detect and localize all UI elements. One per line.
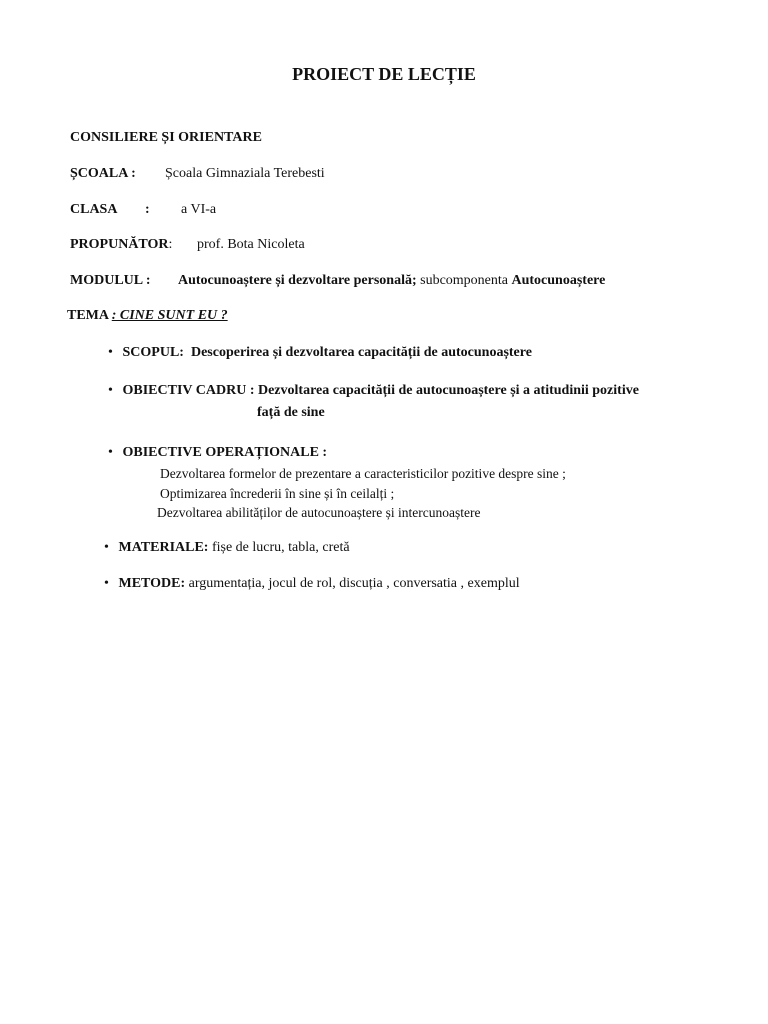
module-value-mid: subcomponenta [416, 273, 512, 288]
framework-objective-line2: față de sine [257, 405, 325, 420]
school-value: Școala Gimnaziala Terebesti [165, 166, 325, 181]
scope-item [108, 346, 532, 360]
module-value [178, 274, 605, 288]
scope-value: Descoperirea și dezvoltarea capacității de autocunoaștere [190, 345, 532, 360]
methods-item [104, 577, 520, 591]
framework-objective-label: OBIECTIV CADRU : [122, 383, 255, 398]
class-colon: : [145, 202, 150, 217]
operational-objectives-item [108, 446, 327, 460]
framework-objective-line1: Dezvoltarea capacității de autocunoaștere și a atitudinii pozitive [257, 383, 639, 398]
school-label: ȘCOALA : [70, 166, 136, 181]
proposer-label: PROPUNĂTOR [70, 237, 169, 252]
framework-objective-item [108, 384, 639, 398]
class-label: CLASA [70, 202, 118, 217]
class-value: a VI-a [181, 202, 217, 217]
operational-objective-2: Optimizarea încrederii în sine și în ceilalți ; [160, 486, 395, 501]
proposer-row [70, 238, 172, 252]
theme-row [67, 309, 228, 323]
school-row [70, 167, 136, 181]
module-value-main: Autocunoaștere și dezvoltare personală; [178, 273, 417, 288]
operational-objective-1: Dezvoltarea formelor de prezentare a caracteristicilor pozitive despre sine ; [160, 466, 566, 481]
theme-value: : CINE SUNT EU ? [111, 308, 228, 323]
methods-value: argumentația, jocul de rol, discuția , conversatia , exemplul [188, 576, 520, 591]
proposer-value: prof. Bota Nicoleta [197, 237, 305, 252]
module-value-sub: Autocunoaștere [511, 273, 606, 288]
operational-objectives-label: OBIECTIVE OPERAȚIONALE : [122, 445, 328, 460]
materials-item [104, 541, 350, 555]
materials-value: fișe de lucru, tabla, cretă [211, 540, 350, 555]
materials-label: MATERIALE: [118, 540, 209, 555]
module-label: MODULUL : [70, 273, 151, 288]
proposer-colon: : [168, 237, 173, 252]
subject-heading: CONSILIERE ȘI ORIENTARE [70, 130, 262, 145]
document-title: PROIECT DE LECȚIE [292, 64, 476, 84]
methods-label: METODE: [118, 576, 186, 591]
scope-label: SCOPUL: [122, 345, 184, 360]
operational-objective-3: Dezvoltarea abilităților de autocunoaștere și intercunoaștere [157, 505, 481, 520]
theme-label: TEMA [67, 308, 112, 323]
